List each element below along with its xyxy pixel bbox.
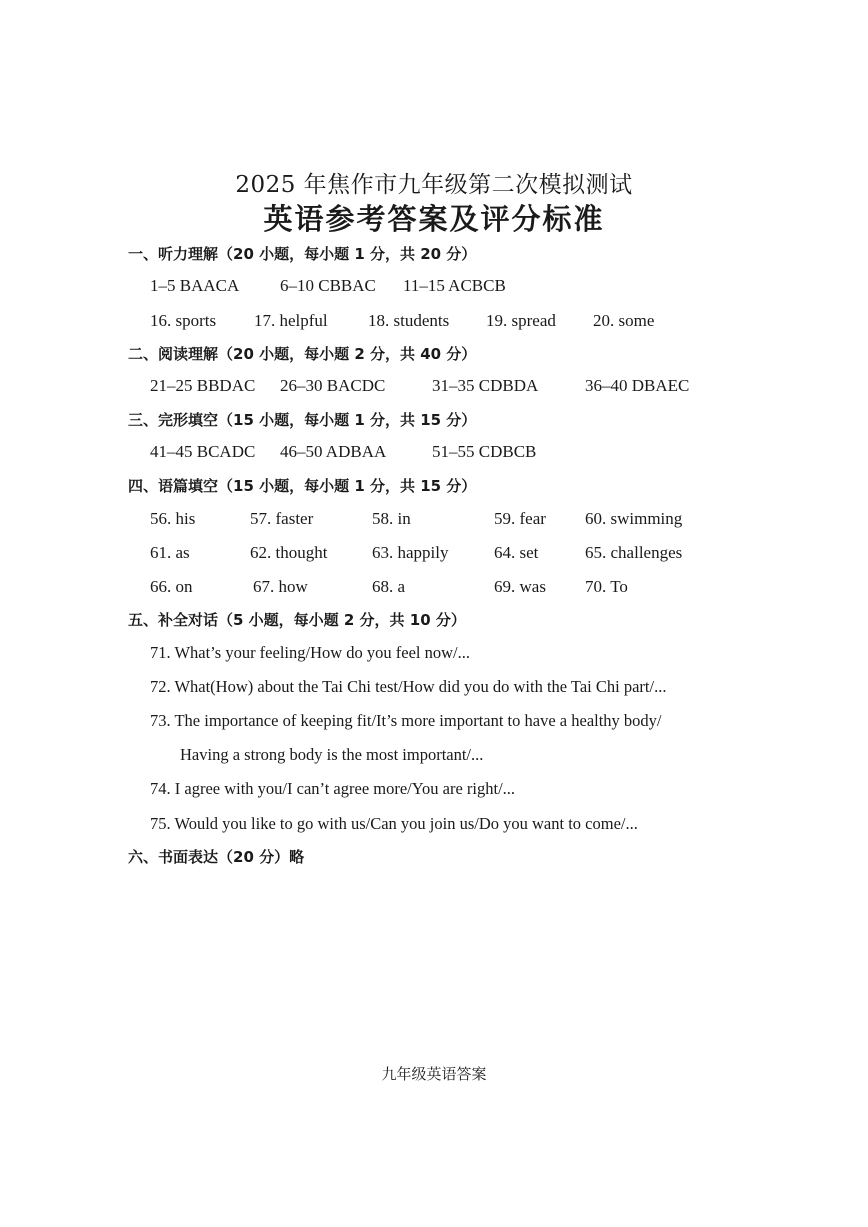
answer-cell: 16. sports [150,311,217,330]
answer-cell: 6–10 CBBAC [280,276,376,295]
dialogue-answer-line: 73. The importance of keeping fit/It’s more important to have a healthy body/ [150,711,662,730]
dialogue-answer-line: 75. Would you like to go with us/Can you join us/Do you want to come/... [150,814,638,833]
answer-cell: 64. set [494,543,539,562]
answer-cell: 65. challenges [585,543,683,562]
section-heading-listening: 一、听力理解（20 小题，每小题 1 分，共 20 分） [128,245,477,263]
dialogue-answer-line-continued: Having a strong body is the most important/... [180,745,484,764]
answer-cell: 17. helpful [254,311,328,330]
section-heading-reading: 二、阅读理解（20 小题，每小题 2 分，共 40 分） [128,345,477,363]
answer-cell: 59. fear [494,509,546,528]
answer-cell: 20. some [593,311,655,330]
answer-cell: 62. thought [250,543,328,562]
page-title: 2025 年焦作市九年级第二次模拟测试 [235,172,633,198]
answer-cell: 58. in [372,509,411,528]
answer-cell: 19. spread [486,311,556,330]
section-heading-writing: 六、书面表达（20 分）略 [128,848,305,866]
dialogue-answer-line: 71. What’s your feeling/How do you feel now/... [150,643,471,662]
section-heading-dialogue: 五、补全对话（5 小题，每小题 2 分，共 10 分） [128,611,466,629]
section-heading-passage-fill: 四、语篇填空（15 小题，每小题 1 分，共 15 分） [128,477,477,495]
answer-cell: 63. happily [372,543,449,562]
answer-cell: 1–5 BAACA [150,276,240,295]
answer-cell: 57. faster [250,509,314,528]
answer-cell: 51–55 CDBCB [432,442,537,461]
page-subtitle: 英语参考答案及评分标准 [263,202,605,236]
answer-cell: 56. his [150,509,196,528]
dialogue-answer-line: 72. What(How) about the Tai Chi test/How did you do with the Tai Chi part/... [150,677,667,696]
answer-cell: 31–35 CDBDA [432,376,539,395]
answer-cell: 46–50 ADBAA [280,442,387,461]
answer-cell: 61. as [150,543,190,562]
answer-cell: 41–45 BCADC [150,442,256,461]
answer-cell: 60. swimming [585,509,683,528]
answer-cell: 69. was [494,577,546,596]
answer-cell: 21–25 BBDAC [150,376,256,395]
section-heading-cloze: 三、完形填空（15 小题，每小题 1 分，共 15 分） [128,411,477,429]
page-footer: 九年级英语答案 [381,1065,487,1083]
answer-cell: 36–40 DBAEC [585,376,690,395]
answer-cell: 66. on [150,577,193,596]
answer-cell: 18. students [368,311,450,330]
answer-cell: 26–30 BACDC [280,376,386,395]
answer-cell: 70. To [585,577,628,596]
answer-cell: 11–15 ACBCB [403,276,506,295]
answer-cell: 67. how [253,577,308,596]
answer-cell: 68. a [372,577,406,596]
dialogue-answer-line: 74. I agree with you/I can’t agree more/You are right/... [150,779,516,798]
